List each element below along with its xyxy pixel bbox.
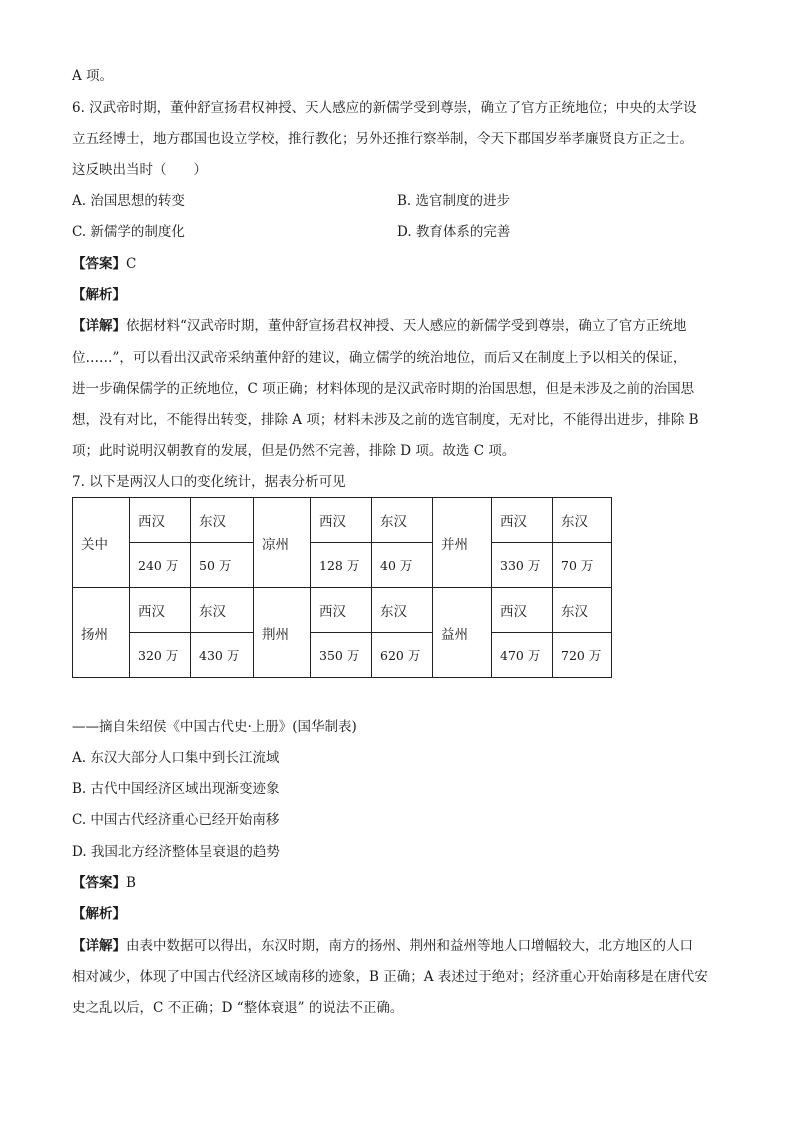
period-label: 西汉	[311, 588, 372, 633]
q7-answer-label: 【答案】	[72, 875, 126, 891]
q7-source: ——摘自朱绍侯《中国古代史·上册》(国华制表)	[72, 719, 357, 735]
q7-option-b: B. 古代中国经济区域出现渐变迹象	[72, 781, 280, 797]
q7-stem: 7. 以下是两汉人口的变化统计，据表分析可见	[72, 474, 346, 490]
period-label: 西汉	[492, 498, 553, 543]
population-value: 720 万	[553, 633, 612, 678]
period-label: 东汉	[372, 498, 433, 543]
q6-detail-line-5: 项；此时说明汉朝教育的发展，但是仍然不完善，排除 D 项。故选 C 项。	[72, 443, 516, 459]
table-row	[73, 543, 612, 588]
table-row	[73, 588, 612, 633]
region-cell: 凉州	[254, 498, 311, 588]
population-value: 470 万	[492, 633, 553, 678]
q7-answer-value: B	[126, 875, 136, 891]
population-table	[72, 497, 612, 678]
region-cell: 关中	[73, 498, 130, 588]
q7-option-c: C. 中国古代经济重心已经开始南移	[72, 812, 280, 828]
table-row	[73, 498, 612, 543]
population-value: 350 万	[311, 633, 372, 678]
q6-detail-line-1	[72, 316, 724, 336]
q6-detail-line-3: 进一步确保儒学的正统地位，C 项正确；材料体现的是汉武帝时期的治国思想，但是未涉及之前的治国思	[72, 381, 695, 397]
period-label: 西汉	[130, 498, 191, 543]
region-cell: 益州	[433, 588, 492, 678]
q6-detail-line-4: 想，没有对比，不能得出转变，排除 A 项；材料未涉及之前的选官制度，无对比，不能得出进步，排除 B	[72, 412, 699, 428]
q6-stem-line-1: 6. 汉武帝时期，董仲舒宣扬君权神授、天人感应的新儒学受到尊崇，确立了官方正统地位；中央的太学设	[72, 100, 697, 116]
period-label: 东汉	[553, 588, 612, 633]
q6-detail-label: 【详解】	[72, 318, 126, 334]
q7-option-d: D. 我国北方经济整体呈衰退的趋势	[72, 844, 280, 860]
period-label: 西汉	[130, 588, 191, 633]
q7-answer	[72, 873, 724, 893]
population-value: 70 万	[553, 543, 612, 588]
q6-stem-line-3: 这反映出当时（ ）	[72, 162, 207, 178]
period-label: 东汉	[372, 588, 433, 633]
q7-detail-line-3: 史之乱以后，C 不正确；D “整体衰退” 的说法不正确。	[72, 1000, 404, 1016]
period-label: 东汉	[553, 498, 612, 543]
q7-option-a: A. 东汉大部分人口集中到长江流域	[72, 750, 280, 766]
q7-detail-line-1	[72, 936, 724, 956]
population-value: 240 万	[130, 543, 191, 588]
region-cell: 荆州	[254, 588, 311, 678]
period-label: 东汉	[191, 588, 254, 633]
q6-answer	[72, 254, 724, 274]
q6-answer-label: 【答案】	[72, 256, 126, 272]
q6-option-c: C. 新儒学的制度化	[72, 224, 185, 240]
q6-option-d: D. 教育体系的完善	[397, 224, 511, 240]
period-label: 东汉	[191, 498, 254, 543]
q6-analysis-label: 【解析】	[72, 287, 126, 303]
q6-stem-line-2: 立五经博士，地方郡国也设立学校，推行教化；另外还推行察举制，令天下郡国岁举孝廉贤良方正之士。	[72, 131, 693, 147]
q7-analysis-label: 【解析】	[72, 906, 126, 922]
q6-detail-line-2: 位……”，可以看出汉武帝采纳董仲舒的建议，确立儒学的统治地位，而后又在制度上予以相关的保证，	[72, 350, 687, 366]
q6-detail-text-1: 依据材料“汉武帝时期，董仲舒宣扬君权神授、天人感应的新儒学受到尊崇，确立了官方正统地	[126, 318, 687, 334]
q6-option-b: B. 选官制度的进步	[397, 193, 511, 209]
q6-option-a: A. 治国思想的转变	[72, 193, 185, 209]
period-label: 西汉	[492, 588, 553, 633]
population-value: 320 万	[130, 633, 191, 678]
q7-detail-label: 【详解】	[72, 938, 126, 954]
population-value: 330 万	[492, 543, 553, 588]
population-value: 620 万	[372, 633, 433, 678]
previous-answer-tail: A 项。	[72, 68, 114, 84]
population-value: 128 万	[311, 543, 372, 588]
q7-detail-line-2: 相对减少，体现了中国古代经济区域南移的迹象，B 正确；A 表述过于绝对；经济重心开始南移是在唐代安	[72, 969, 708, 985]
q6-answer-value: C	[126, 256, 137, 272]
table-row	[73, 633, 612, 678]
region-cell: 并州	[433, 498, 492, 588]
population-value: 50 万	[191, 543, 254, 588]
q7-detail-text-1: 由表中数据可以得出，东汉时期，南方的扬州、荆州和益州等地人口增幅较大，北方地区的人口	[126, 938, 693, 954]
region-cell: 扬州	[73, 588, 130, 678]
population-value: 40 万	[372, 543, 433, 588]
population-value: 430 万	[191, 633, 254, 678]
period-label: 西汉	[311, 498, 372, 543]
